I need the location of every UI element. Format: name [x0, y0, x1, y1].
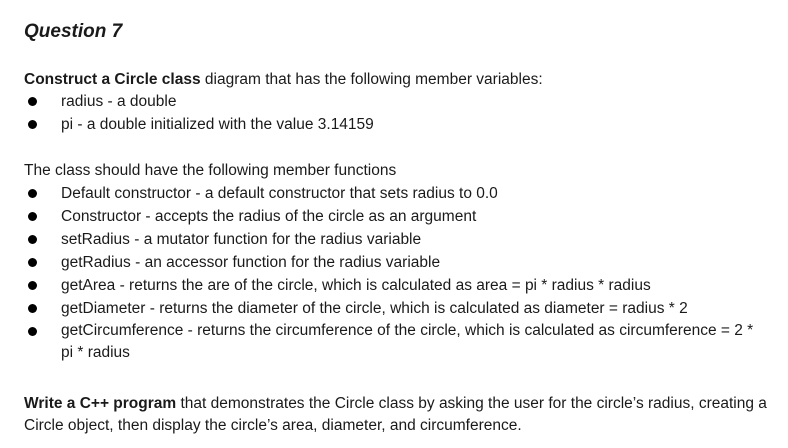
intro-paragraph [24, 69, 543, 91]
bullet-icon [28, 212, 37, 221]
list-item [24, 113, 374, 136]
list-item [24, 274, 761, 297]
intro-rest-text: diagram that has the following member variables: [200, 71, 543, 88]
list-item-text: setRadius - a mutator function for the radius variable [61, 231, 422, 248]
list-item-text: getRadius - an accessor function for the radius variable [61, 254, 441, 271]
list-item [24, 182, 761, 205]
list-item-text: Default constructor - a default constructor that sets radius to 0.0 [61, 185, 498, 202]
member-functions-list [24, 182, 761, 364]
list-item-text: getCircumference - returns the circumference of the circle, which is calculated as circumference = 2 * pi * radius [61, 322, 754, 361]
list-item-text: pi - a double initialized with the value 3.14159 [61, 116, 374, 133]
program-bold-text: Write a C++ program [24, 395, 177, 412]
program-rest-text: that demonstrates the Circle class by asking the user for the circle’s radius, creating a Circle object, then display the circle’s area, diameter, and circumference. [24, 395, 767, 434]
question-title: Question 7 [24, 21, 123, 42]
list-item-text: getArea - returns the are of the circle, which is calculated as area = pi * radius * radius [61, 277, 651, 294]
program-paragraph [24, 393, 774, 437]
bullet-icon [28, 304, 37, 313]
list-item [24, 320, 761, 364]
bullet-icon [28, 258, 37, 267]
list-item-text: Constructor - accepts the radius of the circle as an argument [61, 208, 477, 225]
functions-intro-paragraph: The class should have the following member functions [24, 162, 397, 179]
bullet-icon [28, 120, 37, 129]
member-variables-list [24, 90, 374, 136]
list-item [24, 251, 761, 274]
list-item [24, 228, 761, 251]
list-item-text: getDiameter - returns the diameter of the circle, which is calculated as diameter = radius * 2 [61, 300, 688, 317]
bullet-icon [28, 189, 37, 198]
bullet-icon [28, 97, 37, 106]
list-item [24, 297, 761, 320]
list-item-text: radius - a double [61, 93, 177, 110]
list-item [24, 90, 374, 113]
bullet-icon [28, 235, 37, 244]
bullet-icon [28, 327, 37, 336]
list-item [24, 205, 761, 228]
intro-bold-text: Construct a Circle class [24, 71, 201, 88]
bullet-icon [28, 281, 37, 290]
